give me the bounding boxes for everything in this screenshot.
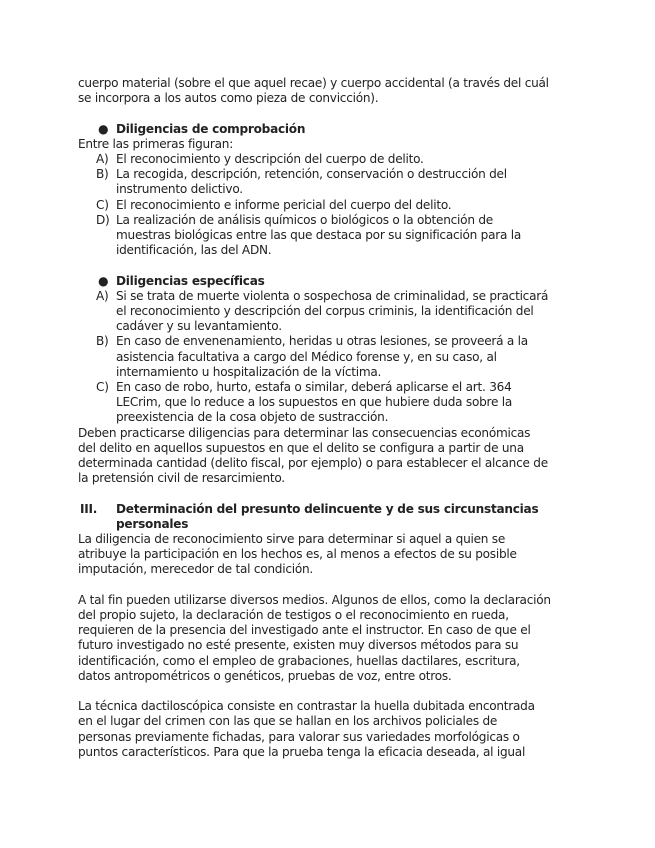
closing-paragraph <box>78 426 578 487</box>
list-item <box>78 213 578 259</box>
section-heading <box>78 274 578 289</box>
section-heading <box>78 502 578 532</box>
list-item <box>78 334 578 380</box>
text-line: del propio sujeto, la declaración de testigos o el reconocimiento en rueda, <box>78 608 509 623</box>
text-line: La recogida, descripción, retención, conservación o destrucción del <box>116 167 507 182</box>
bullet-marker: ● <box>98 121 109 136</box>
list-item <box>78 380 578 426</box>
heading-text: Diligencias de comprobación <box>116 121 306 136</box>
paragraph <box>78 699 578 760</box>
text-line: identificación, las del ADN. <box>116 243 272 258</box>
text-line: puntos característicos. Para que la prueba tenga la eficacia deseada, al igual <box>78 744 526 759</box>
text-line: futuro investigado no esté presente, existen muy diversos métodos para su <box>78 638 519 653</box>
text-line: se incorpora a los autos como pieza de convicción). <box>78 91 379 106</box>
text-line: atribuye la participación en los hechos es, al menos a efectos de su posible <box>78 547 517 562</box>
text-line: cuerpo material (sobre el que aquel recae) y cuerpo accidental (a través del cuál <box>78 76 549 90</box>
paragraph <box>78 593 578 684</box>
section-comprobacion <box>78 122 578 259</box>
text-line: personas previamente fichadas, para valorar sus variedades morfológicas o <box>78 729 520 744</box>
bullet-marker: ● <box>98 273 109 288</box>
text-line: Deben practicarse diligencias para determinar las consecuencias económicas <box>78 425 531 440</box>
text-line: en el lugar del crimen con las que se hallan en los archivos policiales de <box>78 714 498 729</box>
text-line: En caso de envenenamiento, heridas u otras lesiones, se proveerá a la <box>116 334 528 349</box>
text-line: Si se trata de muerte violenta o sospechosa de criminalidad, se practicará <box>116 288 549 303</box>
list-item <box>78 167 578 197</box>
text-line: datos antropométricos o genéticos, pruebas de voz, entre otros. <box>78 668 452 683</box>
text-line: instrumento delictivo. <box>116 182 243 197</box>
text-line: El reconocimiento e informe pericial del cuerpo del delito. <box>116 197 452 212</box>
text-line: asistencia facultativa a cargo del Médico forense y, en su caso, al <box>116 349 497 364</box>
list-item <box>78 152 578 167</box>
text-line: la pretensión civil de resarcimiento. <box>78 471 285 486</box>
text-line: A tal fin pueden utilizarse diversos medios. Algunos de ellos, como la declaración <box>78 592 551 607</box>
text-line: identificación, como el empleo de grabaciones, huellas dactilares, escritura, <box>78 653 520 668</box>
heading-line: personales <box>116 516 189 531</box>
text-line: requieren de la presencia del investigado ante el instructor. En caso de que el <box>78 623 531 638</box>
text-line: En caso de robo, hurto, estafa o similar, deberá aplicarse el art. 364 <box>116 380 512 395</box>
text-line: preexistencia de la cosa objeto de sustracción. <box>116 410 389 425</box>
list-item <box>78 289 578 335</box>
roman-marker: III. <box>80 501 98 516</box>
text-line: muestras biológicas entre las que destaca por su significación para la <box>116 228 521 243</box>
intro-paragraph <box>78 76 578 106</box>
list-marker: B) <box>96 167 109 182</box>
text-line: internamiento u hospitalización de la víctima. <box>116 364 382 379</box>
list-marker: D) <box>96 212 110 227</box>
text-line: El reconocimiento y descripción del cuerpo de delito. <box>116 152 424 166</box>
list-marker: B) <box>96 334 109 349</box>
document-page <box>78 0 578 760</box>
list-marker: C) <box>96 380 109 395</box>
text-line: el reconocimiento y descripción del corpus criminis, la identificación del <box>116 304 534 319</box>
section-heading <box>78 122 578 137</box>
list-marker: A) <box>96 152 109 166</box>
intro-text: Entre las primeras figuran: <box>78 136 234 151</box>
heading-text: Diligencias específicas <box>116 273 265 288</box>
text-line: La realización de análisis químicos o biológicos o la obtención de <box>116 212 493 227</box>
text-line: del delito en aquellos supuestos en que el delito se configura a partir de una <box>78 440 524 455</box>
section-iii <box>78 502 578 760</box>
paragraph <box>78 532 578 578</box>
heading-line: Determinación del presunto delincuente y de sus circunstancias <box>116 501 539 516</box>
text-line: determinada cantidad (delito fiscal, por ejemplo) o para establecer el alcance de <box>78 456 548 471</box>
list-marker: C) <box>96 197 109 212</box>
section-especificas <box>78 274 578 487</box>
list-marker: A) <box>96 288 109 303</box>
text-line: cadáver y su levantamiento. <box>116 319 282 334</box>
text-line: La diligencia de reconocimiento sirve para determinar si aquel a quien se <box>78 532 506 547</box>
text-line: LECrim, que lo reduce a los supuestos en que hubiere duda sobre la <box>116 395 513 410</box>
list-item <box>78 198 578 213</box>
text-line: La técnica dactiloscópica consiste en contrastar la huella dubitada encontrada <box>78 699 535 714</box>
text-line: imputación, merecedor de tal condición. <box>78 562 313 577</box>
